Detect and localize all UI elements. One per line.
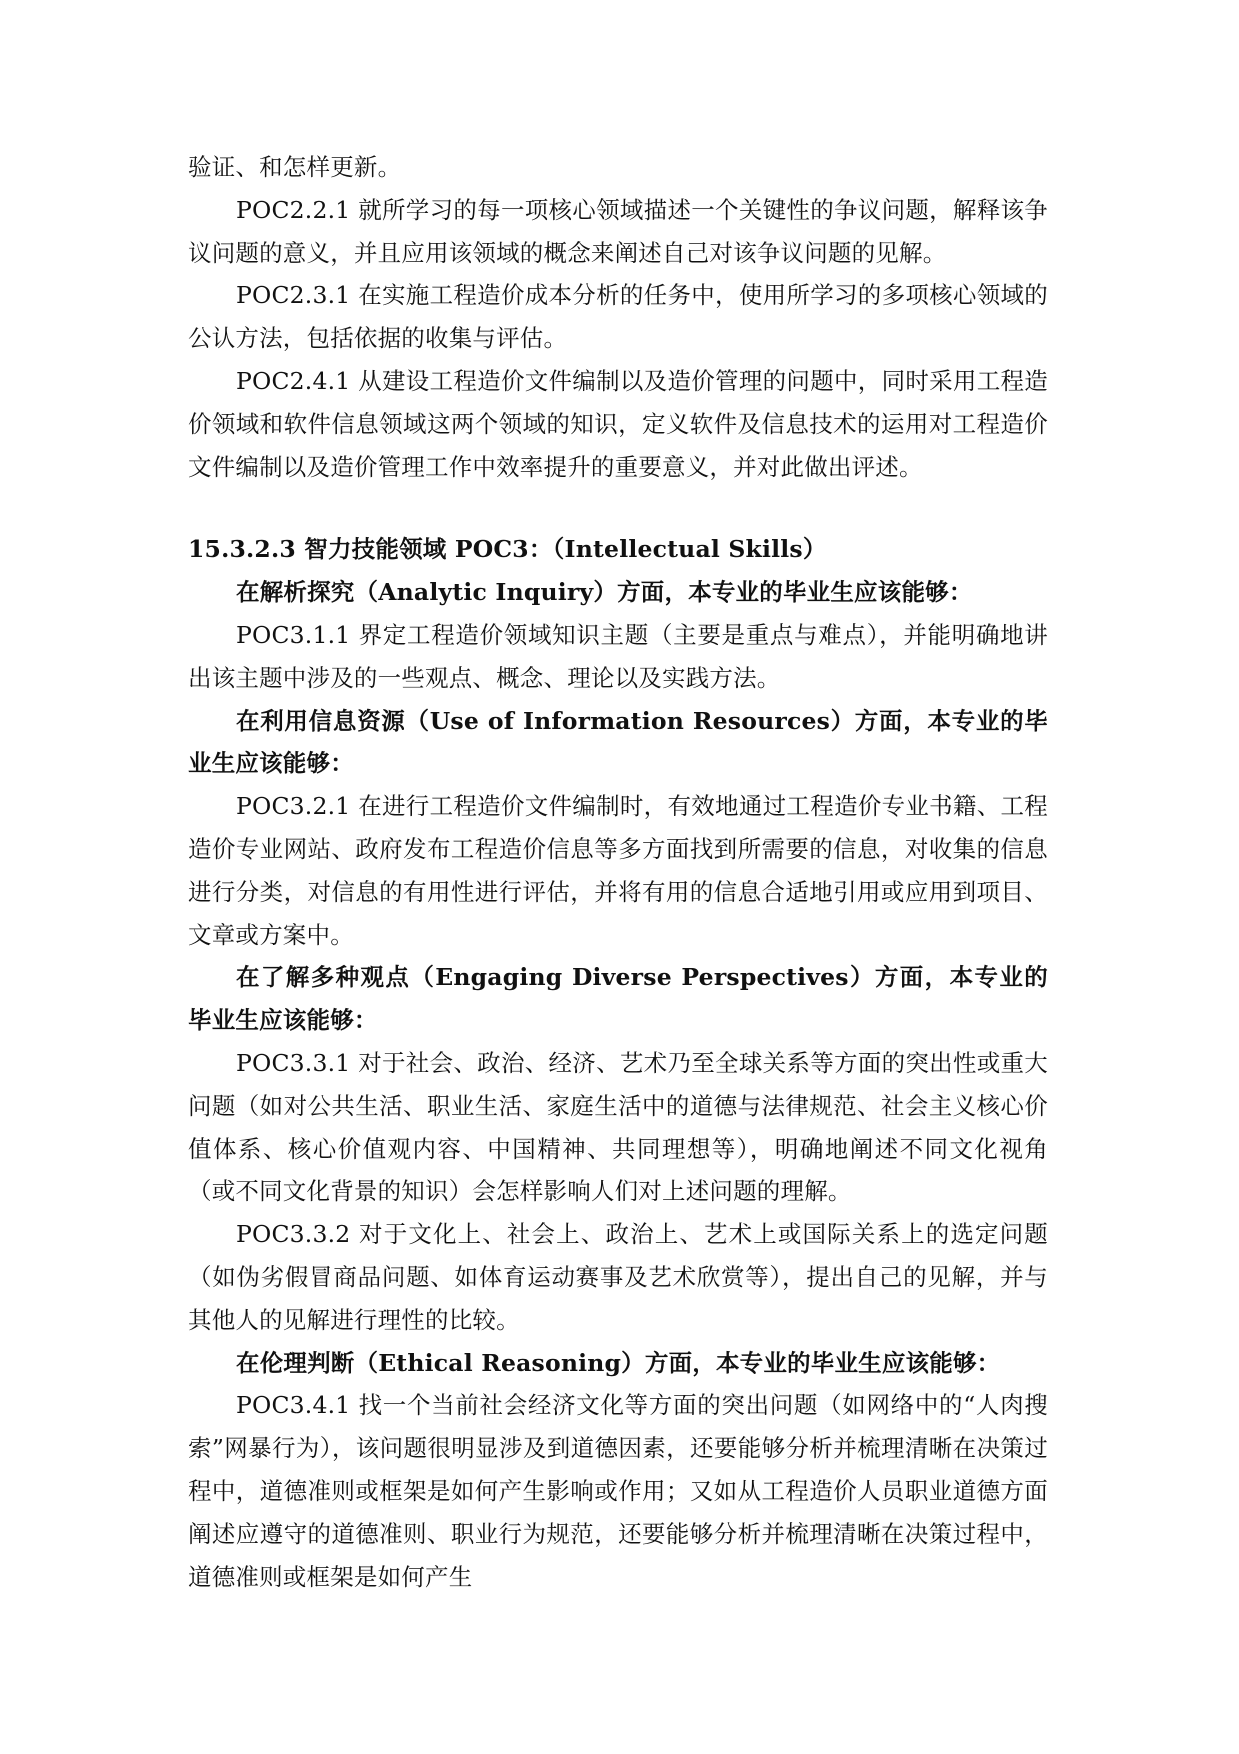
paragraph-poc3-4-1: POC3.4.1 找一个当前社会经济文化等方面的突出问题（如网络中的“人肉搜索”网暴行为），该问题很明显涉及到道德因素，还要能够分析并梳理清晰在决策过程中，道德准则或框架是如何产生影响或作用；又如从工程造价人员职业道德方面阐述应遵守的道德准则、职业行为规范，还要能够分析并梳理清晰在决策过程中，道德准则或框架是如何产生	[188, 1391, 1048, 1591]
paragraph-continuation: 验证、和怎样更新。	[188, 153, 402, 181]
paragraph-poc3-3-1: POC3.3.1 对于社会、政治、经济、艺术乃至全球关系等方面的突出性或重大问题（如对公共生活、职业生活、家庭生活中的道德与法律规范、社会主义核心价值体系、核心价值观内容、中国精神、共同理想等），明确地阐述不同文化视角（或不同文化背景的知识）会怎样影响人们对上述问题的理解。	[188, 1048, 1048, 1206]
paragraph-poc2-4-1: POC2.4.1 从建设工程造价文件编制以及造价管理的问题中，同时采用工程造价领域和软件信息领域这两个领域的知识，定义软件及信息技术的运用对工程造价文件编制以及造价管理工作中效率提升的重要意义，并对此做出评述。	[188, 366, 1048, 481]
paragraph-poc2-3-1: POC2.3.1 在实施工程造价成本分析的任务中，使用所学习的多项核心领域的公认方法，包括依据的收集与评估。	[188, 281, 1048, 353]
paragraph-poc2-2-1: POC2.2.1 就所学习的每一项核心领域描述一个关键性的争议问题，解释该争议问题的意义，并且应用该领域的概念来阐述自己对该争议问题的见解。	[188, 195, 1048, 267]
document-body	[188, 146, 1048, 1598]
subheading-analytic-inquiry: 在解析探究（Analytic Inquiry）方面，本专业的毕业生应该能够：	[236, 578, 973, 607]
subheading-diverse-perspectives: 在了解多种观点（Engaging Diverse Perspectives）方面，本专业的毕业生应该能够：	[188, 963, 1048, 1035]
subheading-information-resources: 在利用信息资源（Use of Information Resources）方面，本专业的毕业生应该能够：	[188, 706, 1048, 778]
paragraph-poc3-1-1: POC3.1.1 界定工程造价领域知识主题（主要是重点与难点），并能明确地讲出该主题中涉及的一些观点、概念、理论以及实践方法。	[188, 620, 1048, 692]
paragraph-poc3-3-2: POC3.3.2 对于文化上、社会上、政治上、艺术上或国际关系上的选定问题（如伪劣假冒商品问题、如体育运动赛事及艺术欣赏等），提出自己的见解，并与其他人的见解进行理性的比较。	[188, 1220, 1048, 1334]
subheading-ethical-reasoning: 在伦理判断（Ethical Reasoning）方面，本专业的毕业生应该能够：	[236, 1348, 1001, 1377]
paragraph-poc3-2-1: POC3.2.1 在进行工程造价文件编制时，有效地通过工程造价专业书籍、工程造价专业网站、政府发布工程造价信息等多方面找到所需要的信息，对收集的信息进行分类，对信息的有用性进行评估，并将有用的信息合适地引用或应用到项目、文章或方案中。	[188, 792, 1048, 949]
section-heading-15-3-2-3: 15.3.2.3 智力技能领域 POC3：（Intellectual Skills）	[188, 535, 827, 564]
